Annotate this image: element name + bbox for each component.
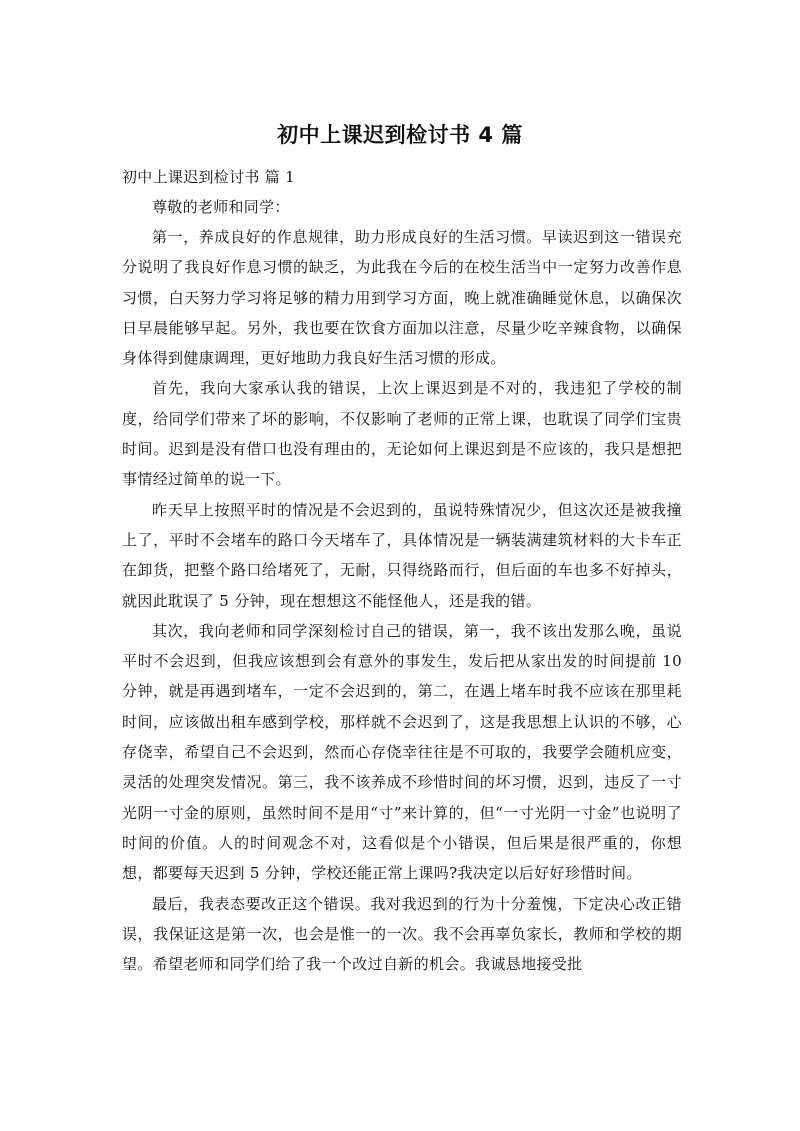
paragraph-2: 首先，我向大家承认我的错误，上次上课迟到是不对的，我违犯了学校的制度，给同学们带来了坏的影响，不仅影响了老师的正常上课，也耽误了同学们宝贵时间。迟到是没有借口也没有理由的，无论如何上课迟到是不应该的，我只是想把事情经过简单的说一下。 [122, 379, 682, 489]
document-body [122, 162, 682, 979]
paragraph-3: 昨天早上按照平时的情况是不会迟到的，虽说特殊情况少，但这次还是被我撞上了，平时不会堵车的路口今天堵车了，具体情况是一辆装满建筑材料的大卡车正在卸货，把整个路口给堵死了，无耐，只得绕路而行，但后面的车也多不好掉头，就因此耽误了 5 分钟，现在想想这不能怪他人，还是我的错。 [122, 500, 682, 610]
paragraph-5: 最后，我表态要改正这个错误。我对我迟到的行为十分羞愧，下定决心改正错误，我保证这是第一次，也会是惟一的一次。我不会再辜负家长，教师和学校的期望。希望老师和同学们给了我一个改过自新的机会。我诚恳地接受批 [122, 894, 682, 974]
document-title: 初中上课迟到检讨书 4 篇 [277, 123, 523, 147]
salutation: 尊敬的老师和同学： [152, 198, 290, 216]
section-subtitle: 初中上课迟到检讨书 篇 1 [122, 168, 295, 186]
paragraph-1: 第一，养成良好的作息规律，助力形成良好的生活习惯。早读迟到这一错误充分说明了我良好作息习惯的缺乏，为此我在今后的在校生活当中一定努力改善作息习惯，白天努力学习将足够的精力用到学习方面，晚上就准确睡觉休息，以确保次日早晨能够早起。另外，我也要在饮食方面加以注意，尽量少吃辛辣食物，以确保身体得到健康调理，更好地助力我良好生活习惯的形成。 [122, 228, 682, 368]
paragraph-4: 其次，我向老师和同学深刻检讨自己的错误，第一，我不该出发那么晚，虽说平时不会迟到，但我应该想到会有意外的事发生，发后把从家出发的时间提前 10 分钟，就是再遇到堵车，一定不会迟到的，第二，在遇上堵车时我不应该在那里耗时间，应该做出租车感到学校，那样就不会迟到了，这是我思想上认识的不够，心存侥幸，希望自己不会迟到，然而心存侥幸往往是不可取的，我要学会随机应变，灵活的处理突发情况。第三，我不该养成不珍惜时间的坏习惯，迟到，违反了一寸光阴一寸金的原则，虽然时间不是用“寸”来计算的，但“一寸光阴一寸金”也说明了时间的价值。人的时间观念不对，这看似是个小错误，但后果是很严重的，你想想，都要每天迟到 5 分钟，学校还能正常上课吗?我决定以后好好珍惜时间。 [122, 621, 682, 883]
